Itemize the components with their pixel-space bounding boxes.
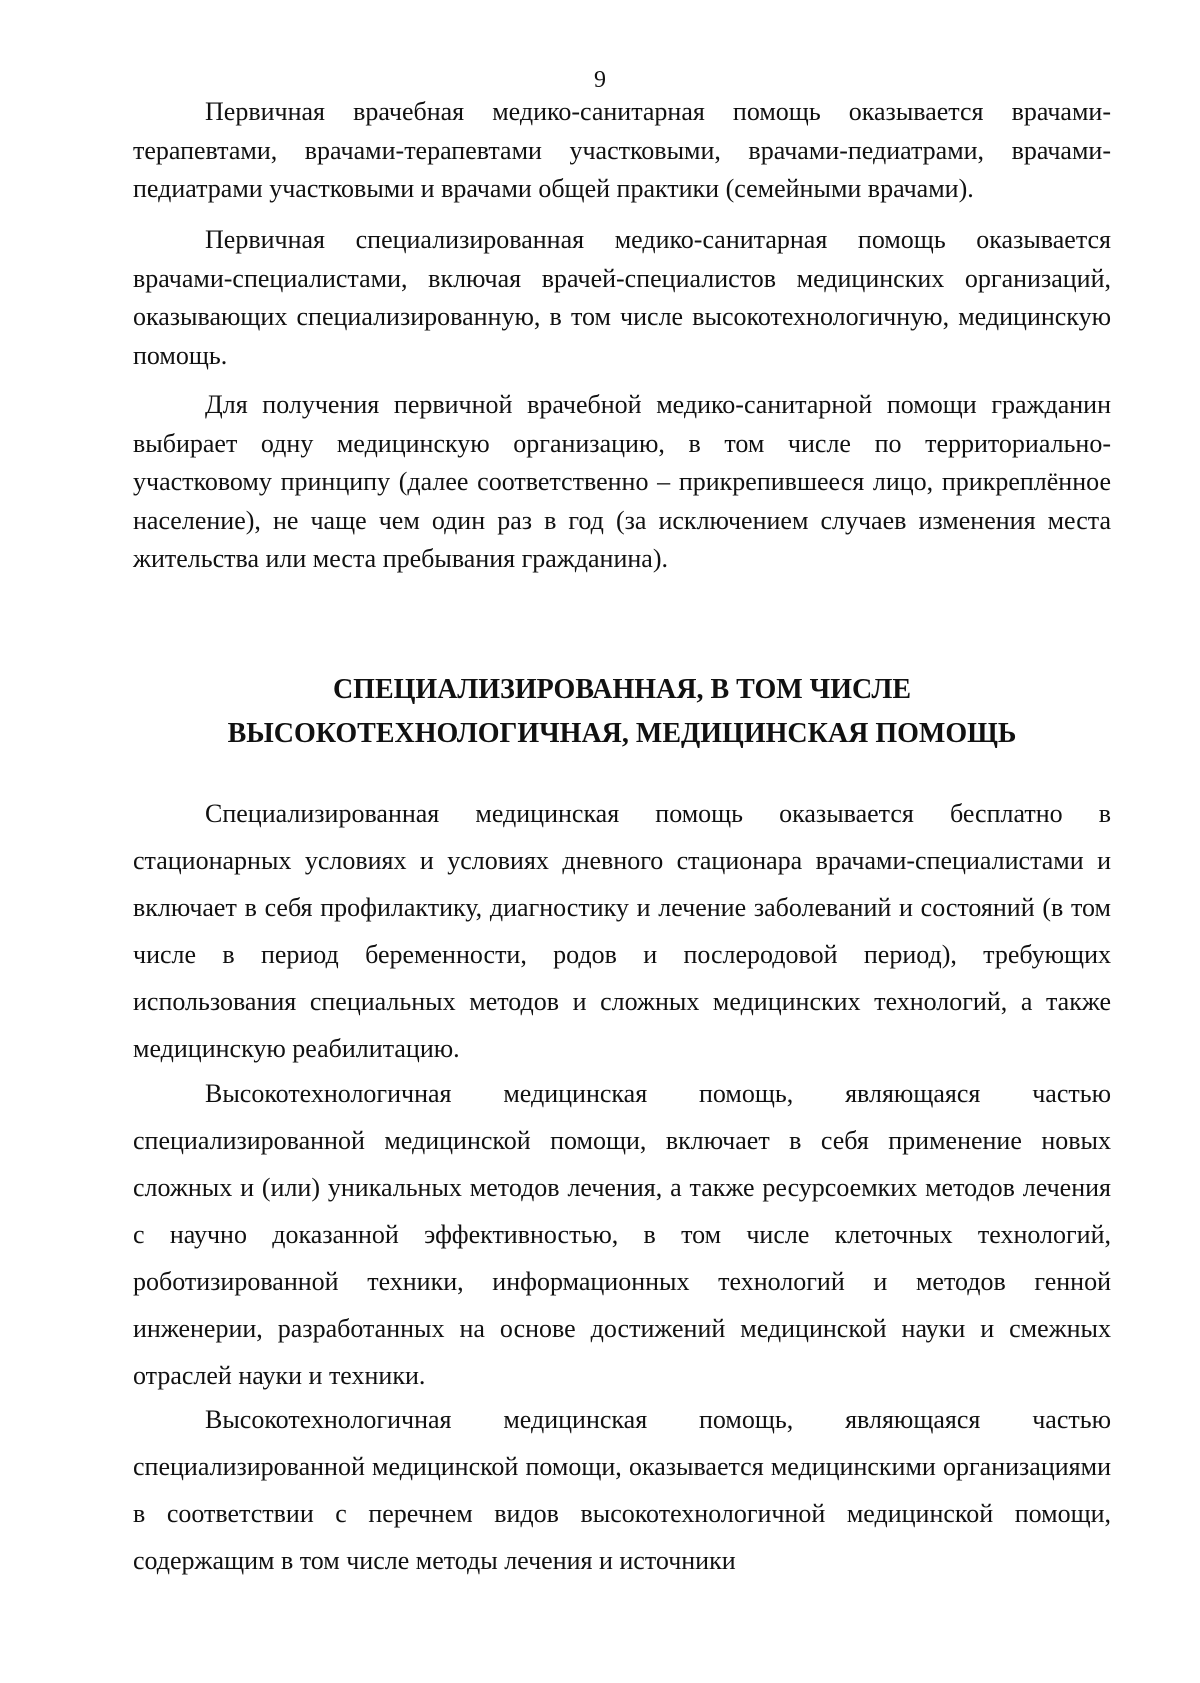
paragraph-choosing-organization: Для получения первичной врачебной медико-санитарной помощи гражданин выбирает одну медицинскую организацию, в том числе по территориально-участковому принципу (далее соответственно – прикрепившееся лицо, прикреплённое население), не чаще чем один раз в год (за исключением случаев изменения места жительства или места пребывания гражданина). <box>133 390 1111 573</box>
paragraph-primary-specialized-care: Первичная специализированная медико-санитарная помощь оказывается врачами-специалистами, включая врачей-специалистов медицинских организаций, оказывающих специализированную, в том числе высокотехнологичную, медицинскую помощь. <box>133 225 1111 370</box>
paragraph-specialized-care: Специализированная медицинская помощь оказывается бесплатно в стационарных условиях и условиях дневного стационара врачами-специалистами и включает в себя профилактику, диагностику и лечение заболеваний и состояний (в том числе в период беременности, родов и послеродовой период), требующих использования специальных методов и сложных медицинских технологий, а также медицинскую реабилитацию. <box>133 799 1111 1063</box>
page-number: 9 <box>594 67 606 93</box>
section-heading-line-2: ВЫСОКОТЕХНОЛОГИЧНАЯ, МЕДИЦИНСКАЯ ПОМОЩЬ <box>227 718 1017 749</box>
paragraph-high-tech-care-definition: Высокотехнологичная медицинская помощь, являющаяся частью специализированной медицинской помощи, включает в себя применение новых сложных и (или) уникальных методов лечения, а также ресурсоемких методов лечения с научно доказанной эффективностью, в том числе клеточных технологий, роботизированной техники, информационных технологий и методов генной инженерии, разработанных на основе достижений медицинской науки и смежных отраслей науки и техники. <box>133 1079 1111 1390</box>
paragraph-high-tech-care-provision: Высокотехнологичная медицинская помощь, являющаяся частью специализированной медицинской помощи, оказывается медицинскими организациями в соответствии с перечнем видов высокотехнологичной медицинской помощи, содержащим в том числе методы лечения и источники <box>133 1405 1111 1575</box>
section-heading <box>133 668 1111 756</box>
section-heading-line-1: СПЕЦИАЛИЗИРОВАННАЯ, В ТОМ ЧИСЛЕ <box>332 674 912 705</box>
paragraph-primary-physician-care: Первичная врачебная медико-санитарная помощь оказывается врачами-терапевтами, врачами-терапевтами участковыми, врачами-педиатрами, врачами-педиатрами участковыми и врачами общей практики (семейными врачами). <box>133 97 1111 203</box>
